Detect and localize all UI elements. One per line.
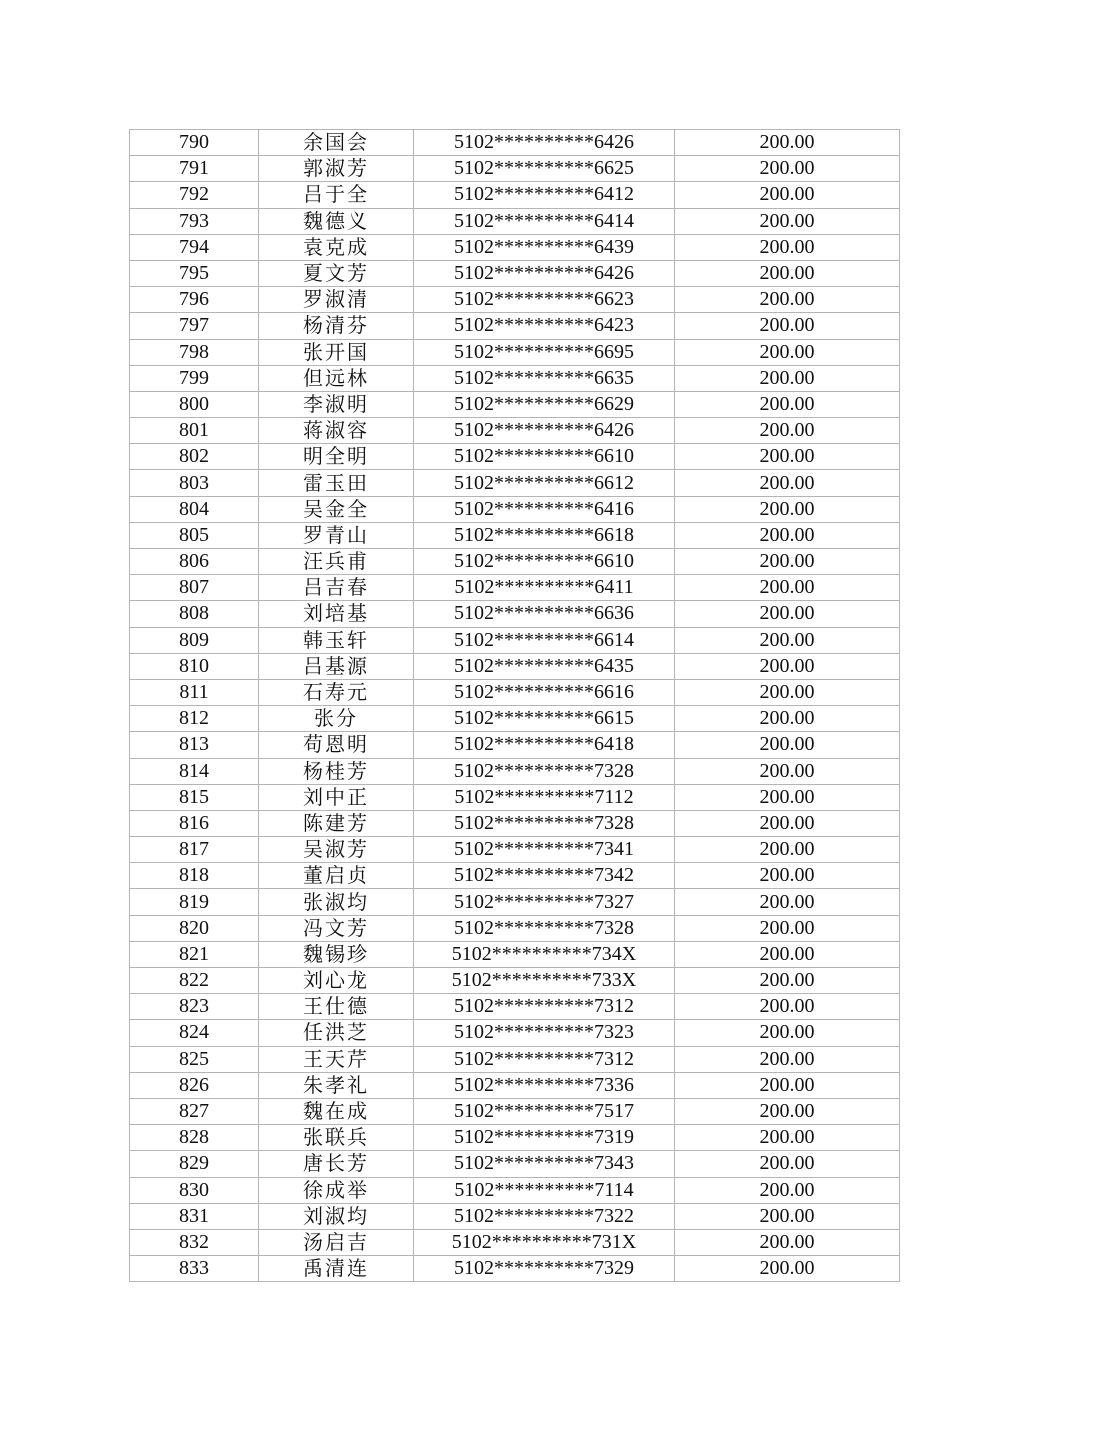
table-row (130, 339, 900, 365)
id-number-cell: 5102**********6423 (414, 313, 675, 339)
table-row (130, 1072, 900, 1098)
id-number-cell: 5102**********6625 (414, 156, 675, 182)
name-cell: 张开国 (259, 339, 414, 365)
name-cell: 冯文芳 (259, 915, 414, 941)
amount-cell: 200.00 (675, 915, 900, 941)
table-row (130, 1177, 900, 1203)
table-row (130, 758, 900, 784)
row-number-cell: 798 (130, 339, 259, 365)
name-cell: 郭淑芳 (259, 156, 414, 182)
amount-cell: 200.00 (675, 889, 900, 915)
id-number-cell: 5102**********7341 (414, 837, 675, 863)
row-number-cell: 814 (130, 758, 259, 784)
name-cell: 禹清连 (259, 1256, 414, 1282)
id-number-cell: 5102**********6615 (414, 706, 675, 732)
table-row (130, 496, 900, 522)
row-number-cell: 804 (130, 496, 259, 522)
row-number-cell: 820 (130, 915, 259, 941)
name-cell: 苟恩明 (259, 732, 414, 758)
row-number-cell: 830 (130, 1177, 259, 1203)
row-number-cell: 791 (130, 156, 259, 182)
id-number-cell: 5102**********734X (414, 941, 675, 967)
row-number-cell: 806 (130, 549, 259, 575)
id-number-cell: 5102**********7312 (414, 1046, 675, 1072)
id-number-cell: 5102**********7327 (414, 889, 675, 915)
id-number-cell: 5102**********7328 (414, 758, 675, 784)
row-number-cell: 829 (130, 1151, 259, 1177)
row-number-cell: 809 (130, 627, 259, 653)
table-row (130, 1229, 900, 1255)
id-number-cell: 5102**********6412 (414, 182, 675, 208)
id-number-cell: 5102**********7112 (414, 784, 675, 810)
name-cell: 夏文芳 (259, 260, 414, 286)
name-cell: 吕基源 (259, 653, 414, 679)
amount-cell: 200.00 (675, 418, 900, 444)
row-number-cell: 800 (130, 391, 259, 417)
amount-cell: 200.00 (675, 339, 900, 365)
table-row (130, 208, 900, 234)
table-row (130, 1151, 900, 1177)
row-number-cell: 817 (130, 837, 259, 863)
amount-cell: 200.00 (675, 810, 900, 836)
name-cell: 吴淑芳 (259, 837, 414, 863)
table-row (130, 732, 900, 758)
id-number-cell: 5102**********7336 (414, 1072, 675, 1098)
amount-cell: 200.00 (675, 156, 900, 182)
amount-cell: 200.00 (675, 1151, 900, 1177)
table-row (130, 915, 900, 941)
id-number-cell: 5102**********6414 (414, 208, 675, 234)
name-cell: 余国会 (259, 130, 414, 156)
row-number-cell: 823 (130, 994, 259, 1020)
id-number-cell: 5102**********6426 (414, 260, 675, 286)
name-cell: 陈建芳 (259, 810, 414, 836)
row-number-cell: 807 (130, 575, 259, 601)
name-cell: 董启贞 (259, 863, 414, 889)
row-number-cell: 803 (130, 470, 259, 496)
name-cell: 蒋淑容 (259, 418, 414, 444)
table-row (130, 1203, 900, 1229)
name-cell: 刘淑均 (259, 1203, 414, 1229)
row-number-cell: 797 (130, 313, 259, 339)
row-number-cell: 826 (130, 1072, 259, 1098)
name-cell: 唐长芳 (259, 1151, 414, 1177)
amount-cell: 200.00 (675, 391, 900, 417)
id-number-cell: 5102**********6614 (414, 627, 675, 653)
row-number-cell: 816 (130, 810, 259, 836)
table-row (130, 994, 900, 1020)
table-row (130, 1046, 900, 1072)
table-row (130, 837, 900, 863)
row-number-cell: 832 (130, 1229, 259, 1255)
id-number-cell: 5102**********733X (414, 968, 675, 994)
amount-cell: 200.00 (675, 784, 900, 810)
amount-cell: 200.00 (675, 470, 900, 496)
name-cell: 杨清芬 (259, 313, 414, 339)
row-number-cell: 812 (130, 706, 259, 732)
row-number-cell: 827 (130, 1098, 259, 1124)
row-number-cell: 821 (130, 941, 259, 967)
id-number-cell: 5102**********7517 (414, 1098, 675, 1124)
amount-cell: 200.00 (675, 837, 900, 863)
name-cell: 刘心龙 (259, 968, 414, 994)
table-row (130, 156, 900, 182)
row-number-cell: 793 (130, 208, 259, 234)
name-cell: 但远林 (259, 365, 414, 391)
name-cell: 吕吉春 (259, 575, 414, 601)
amount-cell: 200.00 (675, 863, 900, 889)
amount-cell: 200.00 (675, 758, 900, 784)
id-number-cell: 5102**********6612 (414, 470, 675, 496)
amount-cell: 200.00 (675, 1020, 900, 1046)
name-cell: 徐成举 (259, 1177, 414, 1203)
id-number-cell: 5102**********6623 (414, 287, 675, 313)
row-number-cell: 801 (130, 418, 259, 444)
name-cell: 罗青山 (259, 522, 414, 548)
amount-cell: 200.00 (675, 365, 900, 391)
id-number-cell: 5102**********6610 (414, 444, 675, 470)
name-cell: 魏在成 (259, 1098, 414, 1124)
table-row (130, 444, 900, 470)
name-cell: 石寿元 (259, 679, 414, 705)
amount-cell: 200.00 (675, 287, 900, 313)
row-number-cell: 815 (130, 784, 259, 810)
id-number-cell: 5102**********6695 (414, 339, 675, 365)
id-number-cell: 5102**********6635 (414, 365, 675, 391)
id-number-cell: 5102**********7328 (414, 810, 675, 836)
amount-cell: 200.00 (675, 130, 900, 156)
name-cell: 刘培基 (259, 601, 414, 627)
amount-cell: 200.00 (675, 234, 900, 260)
amount-cell: 200.00 (675, 1256, 900, 1282)
table-row (130, 470, 900, 496)
id-number-cell: 5102**********7328 (414, 915, 675, 941)
table-row (130, 418, 900, 444)
table-row (130, 653, 900, 679)
amount-cell: 200.00 (675, 627, 900, 653)
amount-cell: 200.00 (675, 549, 900, 575)
row-number-cell: 808 (130, 601, 259, 627)
amount-cell: 200.00 (675, 260, 900, 286)
roster-table-body (130, 130, 900, 1282)
id-number-cell: 5102**********6426 (414, 418, 675, 444)
amount-cell: 200.00 (675, 522, 900, 548)
id-number-cell: 5102**********7342 (414, 863, 675, 889)
id-number-cell: 5102**********6435 (414, 653, 675, 679)
name-cell: 韩玉轩 (259, 627, 414, 653)
row-number-cell: 822 (130, 968, 259, 994)
name-cell: 吴金全 (259, 496, 414, 522)
name-cell: 王天芹 (259, 1046, 414, 1072)
table-row (130, 391, 900, 417)
name-cell: 张淑均 (259, 889, 414, 915)
table-row (130, 863, 900, 889)
row-number-cell: 819 (130, 889, 259, 915)
row-number-cell: 792 (130, 182, 259, 208)
name-cell: 魏锡珍 (259, 941, 414, 967)
amount-cell: 200.00 (675, 1177, 900, 1203)
row-number-cell: 828 (130, 1125, 259, 1151)
table-row (130, 601, 900, 627)
id-number-cell: 5102**********7322 (414, 1203, 675, 1229)
amount-cell: 200.00 (675, 706, 900, 732)
row-number-cell: 805 (130, 522, 259, 548)
id-number-cell: 5102**********731X (414, 1229, 675, 1255)
amount-cell: 200.00 (675, 994, 900, 1020)
row-number-cell: 799 (130, 365, 259, 391)
amount-cell: 200.00 (675, 1072, 900, 1098)
table-row (130, 941, 900, 967)
id-number-cell: 5102**********6439 (414, 234, 675, 260)
row-number-cell: 794 (130, 234, 259, 260)
table-row (130, 234, 900, 260)
row-number-cell: 824 (130, 1020, 259, 1046)
name-cell: 罗淑清 (259, 287, 414, 313)
table-row (130, 810, 900, 836)
table-row (130, 1125, 900, 1151)
roster-table (129, 129, 900, 1282)
id-number-cell: 5102**********6418 (414, 732, 675, 758)
amount-cell: 200.00 (675, 313, 900, 339)
id-number-cell: 5102**********7319 (414, 1125, 675, 1151)
table-row (130, 889, 900, 915)
name-cell: 李淑明 (259, 391, 414, 417)
amount-cell: 200.00 (675, 575, 900, 601)
amount-cell: 200.00 (675, 1098, 900, 1124)
id-number-cell: 5102**********6411 (414, 575, 675, 601)
id-number-cell: 5102**********6416 (414, 496, 675, 522)
amount-cell: 200.00 (675, 444, 900, 470)
row-number-cell: 811 (130, 679, 259, 705)
table-row (130, 1098, 900, 1124)
name-cell: 张分 (259, 706, 414, 732)
table-row (130, 575, 900, 601)
table-row (130, 784, 900, 810)
amount-cell: 200.00 (675, 941, 900, 967)
row-number-cell: 810 (130, 653, 259, 679)
row-number-cell: 833 (130, 1256, 259, 1282)
id-number-cell: 5102**********6426 (414, 130, 675, 156)
amount-cell: 200.00 (675, 1046, 900, 1072)
amount-cell: 200.00 (675, 732, 900, 758)
name-cell: 袁克成 (259, 234, 414, 260)
amount-cell: 200.00 (675, 496, 900, 522)
table-row (130, 1256, 900, 1282)
table-row (130, 287, 900, 313)
amount-cell: 200.00 (675, 968, 900, 994)
table-row (130, 549, 900, 575)
amount-cell: 200.00 (675, 1203, 900, 1229)
table-row (130, 968, 900, 994)
id-number-cell: 5102**********6636 (414, 601, 675, 627)
row-number-cell: 795 (130, 260, 259, 286)
id-number-cell: 5102**********7343 (414, 1151, 675, 1177)
table-row (130, 260, 900, 286)
amount-cell: 200.00 (675, 653, 900, 679)
name-cell: 明全明 (259, 444, 414, 470)
row-number-cell: 813 (130, 732, 259, 758)
name-cell: 张联兵 (259, 1125, 414, 1151)
table-row (130, 679, 900, 705)
id-number-cell: 5102**********6616 (414, 679, 675, 705)
id-number-cell: 5102**********7114 (414, 1177, 675, 1203)
name-cell: 朱孝礼 (259, 1072, 414, 1098)
amount-cell: 200.00 (675, 679, 900, 705)
name-cell: 王仕德 (259, 994, 414, 1020)
row-number-cell: 825 (130, 1046, 259, 1072)
table-row (130, 706, 900, 732)
table-row (130, 130, 900, 156)
name-cell: 刘中正 (259, 784, 414, 810)
amount-cell: 200.00 (675, 208, 900, 234)
row-number-cell: 796 (130, 287, 259, 313)
row-number-cell: 802 (130, 444, 259, 470)
amount-cell: 200.00 (675, 182, 900, 208)
amount-cell: 200.00 (675, 1229, 900, 1255)
id-number-cell: 5102**********7323 (414, 1020, 675, 1046)
amount-cell: 200.00 (675, 601, 900, 627)
name-cell: 吕于全 (259, 182, 414, 208)
row-number-cell: 818 (130, 863, 259, 889)
name-cell: 汤启吉 (259, 1229, 414, 1255)
table-row (130, 365, 900, 391)
row-number-cell: 790 (130, 130, 259, 156)
name-cell: 汪兵甫 (259, 549, 414, 575)
name-cell: 魏德义 (259, 208, 414, 234)
name-cell: 任洪芝 (259, 1020, 414, 1046)
table-row (130, 522, 900, 548)
id-number-cell: 5102**********6610 (414, 549, 675, 575)
name-cell: 杨桂芳 (259, 758, 414, 784)
id-number-cell: 5102**********6629 (414, 391, 675, 417)
table-row (130, 627, 900, 653)
amount-cell: 200.00 (675, 1125, 900, 1151)
table-row (130, 1020, 900, 1046)
table-row (130, 313, 900, 339)
name-cell: 雷玉田 (259, 470, 414, 496)
id-number-cell: 5102**********7329 (414, 1256, 675, 1282)
table-row (130, 182, 900, 208)
row-number-cell: 831 (130, 1203, 259, 1229)
id-number-cell: 5102**********6618 (414, 522, 675, 548)
id-number-cell: 5102**********7312 (414, 994, 675, 1020)
